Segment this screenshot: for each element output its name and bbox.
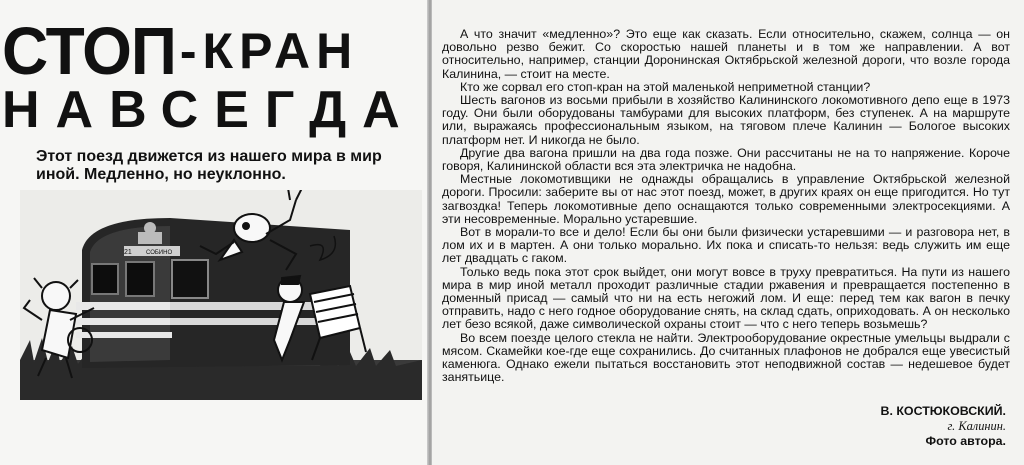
article-paragraph: Местные локомотивщики не однажды обращались в управление Октябрьской железной дороги. Просили: заберите вы от нас этот поезд, может, в других краях он еще пригодится. Но тут загвоздка! Теперь локомотивные депо оснащаются только современными электросекциями. А эти несовременные. Морально устаревшие. [442, 172, 1010, 226]
train-sign-number: 21 [124, 249, 132, 256]
article-paragraph: Кто же сорвал его стоп-кран на этой маленькой неприметной станции? [460, 79, 871, 94]
headline-stop: СТОП [2, 13, 176, 89]
train-sign-destination: СОБИНО [146, 250, 173, 256]
signature-block [881, 404, 1006, 449]
article-paragraph: А что значит «медленно»? Это еще как сказать. Если относительно, скажем, солнца — он довольно резво бежит. Со скоростью нашей планеты и в том же направлении. А вот относительно, например, станции Доронинская Октябрьской железной дороги, что возле города Калинина, — стоит на месте. [442, 27, 1010, 81]
article-body [442, 28, 1010, 384]
article-paragraph: Шесть вагонов из восьми прибыли в хозяйство Калининского локомотивного депо еще в 1973 году. Они были оборудованы тамбурами для высоких платформ, без ступенек. А на маршруте или, выражаясь профессиональным языком, на тяговом плече Калинин — Бологое высоких платформ нет. И никогда не было. [442, 93, 1010, 147]
train-illustration [20, 190, 422, 400]
article-paragraph: Только ведь пока этот срок выйдет, они могут вовсе в труху превратиться. На пути из нашего мира в мир иной металл проходит различные стадии ржавения и превращается постепенно в доменный присад — самый что ни на есть негожий лом. И еще: перед тем как вагон в печку отправить, надо с него годное оборудование снять, на склад сдать, оприходовать. А он несколько лет безо всякой, даже символической охраны стоит — что с него теперь возьмешь? [442, 264, 1010, 332]
train-car [76, 218, 350, 368]
lead-text: Этот поезд движется из нашего мира в мир иной. Медленно, но неуклонно. [36, 148, 382, 183]
headline-line-2: НАВСЕГДА [2, 81, 416, 139]
train-photo [20, 190, 422, 400]
headline-kran: -КРАН [179, 23, 359, 79]
author-city: г. Калинин. [947, 419, 1006, 433]
article-paragraph: Другие два вагона пришли на два года позже. Они рассчитаны не на то напряжение. Короче говоря, Калининской области вся эта электричка не надобна. [442, 145, 1010, 174]
photo-credit: Фото автора. [925, 434, 1006, 448]
article-paragraph: Вот в морали-то все и дело! Если бы они были физически устаревшими — и разговора нет, в лом их и в мартен. А они только морально. Их пока и списать-то нельзя: ведь служить им еще лет двадцать с гаком. [442, 225, 1010, 266]
author-name: В. КОСТЮКОВСКИЙ. [880, 404, 1006, 418]
article-paragraph: Во всем поезде целого стекла не найти. Электрооборудование окрестные умельцы выдрали с мясом. Скамейки кое-где еще сохранились. До считанных плафонов не добрался еще увесистый каменюга. Однако ежели пытаться восстановить этот неподвижной состав — недешевое будет занятьице. [442, 330, 1010, 385]
headline-line-1 [2, 13, 426, 89]
